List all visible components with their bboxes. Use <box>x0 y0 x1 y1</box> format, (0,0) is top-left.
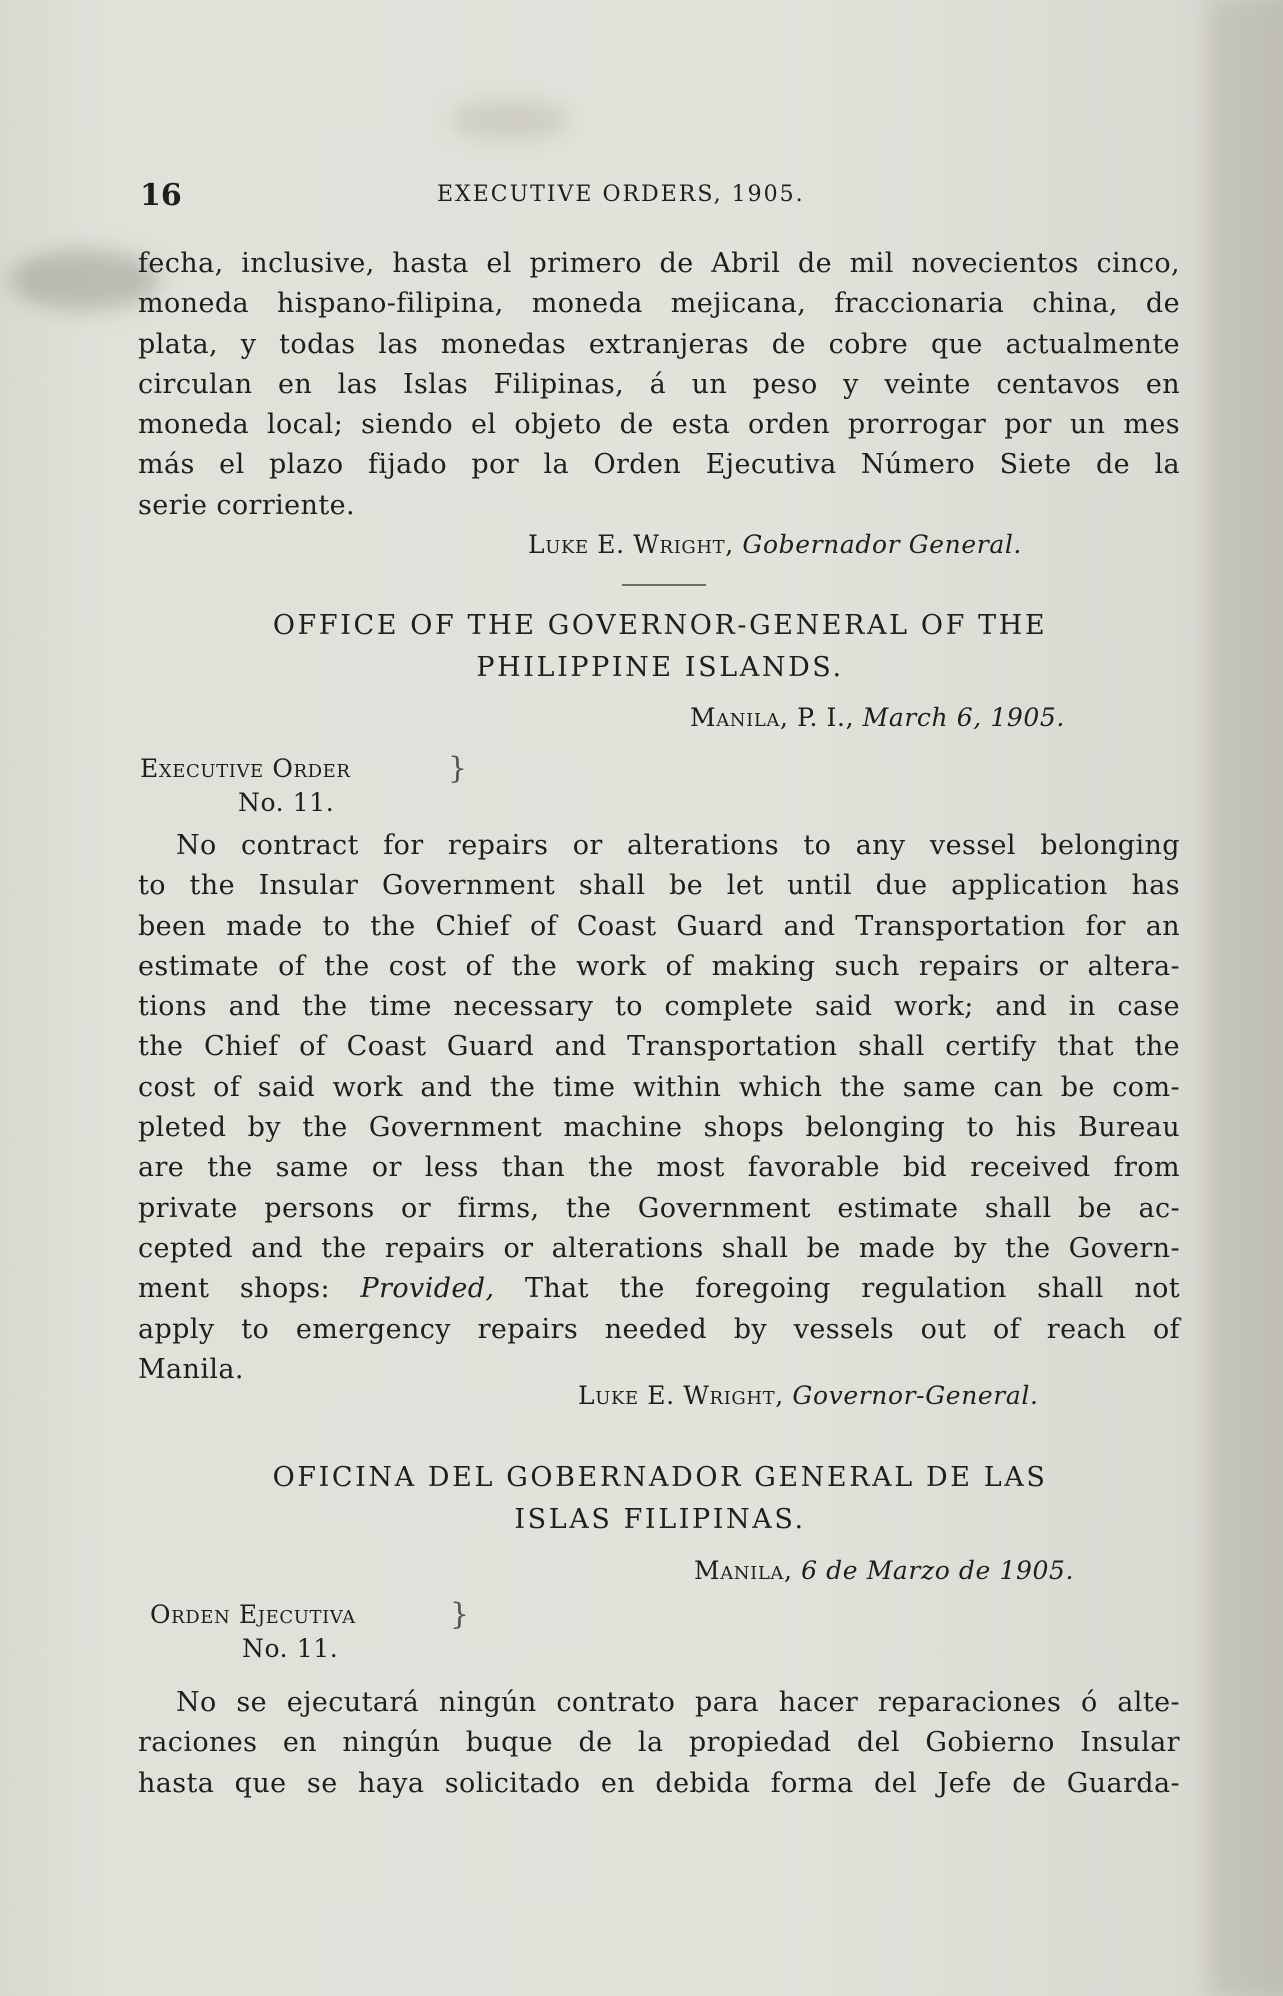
section-3-body <box>138 1683 1180 1804</box>
text-line: tions and the time necessary to complete said work; and in case <box>138 991 1180 1023</box>
text-line: fecha, inclusive, hasta el primero de Abril de mil novecientos cinco, <box>138 248 1180 279</box>
order-label-text: Orden Ejecutiva <box>150 1600 356 1629</box>
text-line: serie corriente. <box>138 489 355 521</box>
page-header <box>140 178 1180 218</box>
page-number: 16 <box>140 178 182 213</box>
text-line: plata, y todas las monedas extranjeras de cobre que actualmente <box>138 328 1180 360</box>
running-head: EXECUTIVE ORDERS, 1905. <box>437 182 805 207</box>
order-number: No. 11. <box>238 788 335 817</box>
text-line: No contract for repairs or alterations to any vessel belonging <box>176 830 1180 861</box>
text-line: estimate of the cost of the work of making such repairs or altera- <box>138 950 1180 982</box>
text-fragment-italic: Provided, <box>360 1273 495 1305</box>
signature-name: Luke E. Wright, <box>528 530 734 559</box>
text-line: the Chief of Coast Guard and Transportation shall certify that the <box>138 1031 1180 1063</box>
text-line: cepted and the repairs or alterations shall be made by the Govern- <box>138 1232 1180 1264</box>
order-label-text: Executive Order <box>140 754 351 783</box>
section-3-title <box>140 1457 1180 1541</box>
section-divider <box>622 584 706 586</box>
signature-title: Gobernador General. <box>742 530 1022 559</box>
text-line: been made to the Chief of Coast Guard and Transportation for an <box>138 910 1180 942</box>
text-line: moneda hispano-filipina, moneda mejicana, fraccionaria china, de <box>138 288 1180 320</box>
brace-icon: } <box>450 1597 470 1632</box>
dateline-place: Manila, P. I., <box>690 703 855 732</box>
signature-name: Luke E. Wright, <box>578 1381 784 1410</box>
ink-smudge <box>450 100 570 140</box>
text-line: circulan en las Islas Filipinas, á un peso y veinte centavos en <box>138 368 1180 400</box>
text-line: raciones en ningún buque de la propiedad del Gobierno Insular <box>138 1727 1180 1759</box>
text-line: to the Insular Government shall be let until due application has <box>138 870 1180 902</box>
signature-2 <box>578 1381 1039 1410</box>
title-line: OFFICE OF THE GOVERNOR-GENERAL OF THE <box>272 610 1048 641</box>
title-line: ISLAS FILIPINAS. <box>514 1504 806 1535</box>
dateline-3 <box>694 1556 1074 1585</box>
text-line: No se ejecutará ningún contrato para hacer reparaciones ó alte- <box>176 1687 1180 1718</box>
title-line: PHILIPPINE ISLANDS. <box>476 652 844 683</box>
order-number: No. 11. <box>242 1634 339 1663</box>
text-line: private persons or firms, the Government estimate shall be ac- <box>138 1192 1180 1224</box>
text-line: cost of said work and the time within which the same can be com- <box>138 1071 1180 1103</box>
dateline-date: March 6, 1905. <box>862 703 1065 732</box>
section-2-title <box>140 605 1180 689</box>
text-line: hasta que se haya solicitado en debida forma del Jefe de Guarda- <box>138 1767 1180 1799</box>
brace-icon: } <box>448 751 468 786</box>
text-line: Manila. <box>138 1353 244 1385</box>
text-fragment: That the foregoing regulation shall not <box>524 1273 1181 1305</box>
dateline-date: 6 de Marzo de 1905. <box>801 1556 1075 1585</box>
text-line <box>138 1269 1180 1309</box>
signature-title: Governor-General. <box>792 1381 1039 1410</box>
text-line: apply to emergency repairs needed by vessels out of reach of <box>138 1313 1180 1345</box>
text-line: are the same or less than the most favorable bid received from <box>138 1152 1180 1184</box>
section-1-body <box>138 244 1180 526</box>
text-line: moneda local; siendo el objeto de esta orden prorrogar por un mes <box>138 409 1180 441</box>
title-line: OFICINA DEL GOBERNADOR GENERAL DE LAS <box>272 1462 1048 1493</box>
dateline-place: Manila, <box>694 1556 793 1585</box>
text-line: pleted by the Government machine shops belonging to his Bureau <box>138 1112 1180 1144</box>
order-label-2 <box>140 752 351 820</box>
signature-1 <box>528 530 1022 559</box>
section-2-body <box>138 826 1180 1390</box>
text-line: más el plazo fijado por la Orden Ejecutiva Número Siete de la <box>138 449 1180 481</box>
order-label-3 <box>150 1598 356 1666</box>
dateline-2 <box>690 703 1065 732</box>
edge-shadow <box>1210 0 1283 1996</box>
text-fragment: ment shops: <box>138 1273 331 1305</box>
